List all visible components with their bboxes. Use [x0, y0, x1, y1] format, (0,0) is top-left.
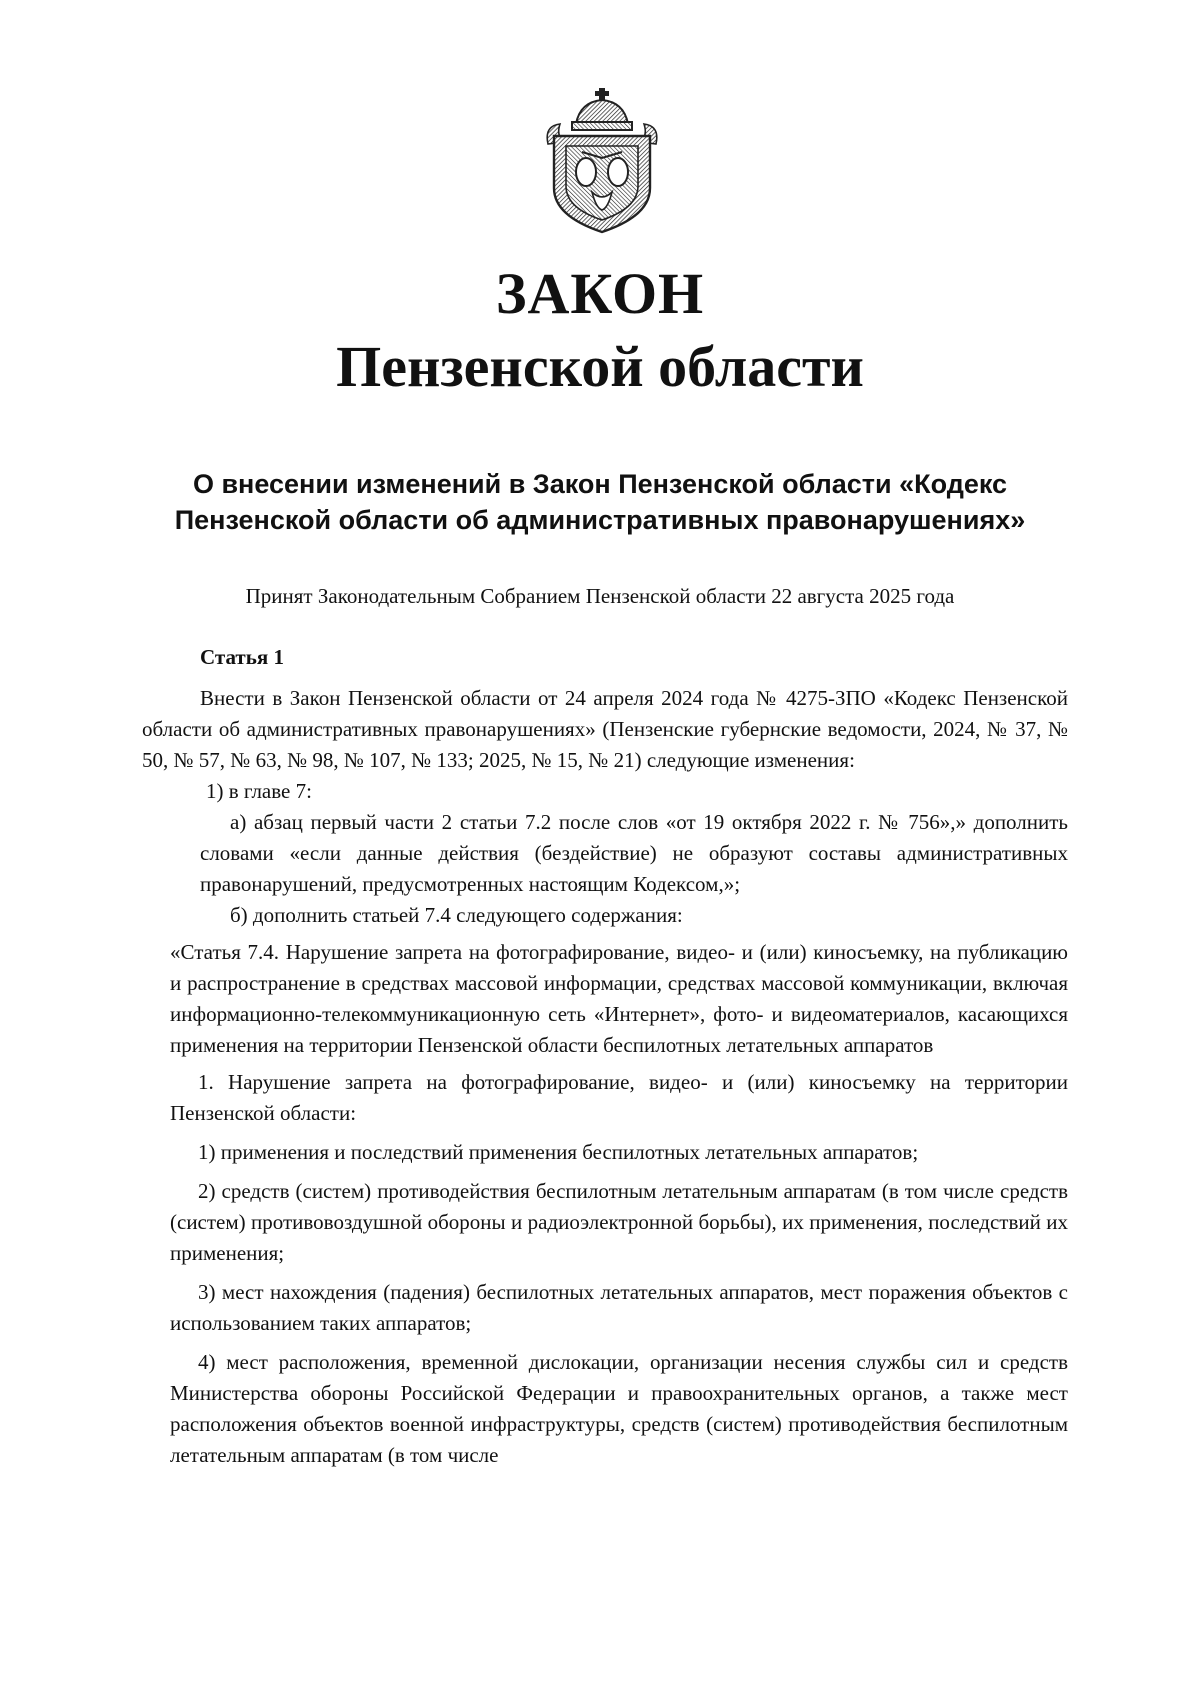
article-subitem-a: а) абзац первый части 2 статьи 7.2 после слов «от 19 октября 2022 г. № 756»,» дополнить словами «если данные действия (бездействие) не образуют составы административных правонарушений, предусмотренных настоящим Кодексом,»; — [200, 810, 1068, 896]
new-article-title: «Статья 7.4. Нарушение запрета на фотографирование, видео- и (или) киносъемку, на публикацию и распространение в средствах массовой информации, средствах массовой коммуникации, включая информационно-телекоммуникационную сеть «Интернет», фото- и видеоматериалов, касающихся применения на территории Пензенской области беспилотных летательных аппаратов — [170, 940, 1068, 1057]
article-intro: Внести в Закон Пензенской области от 24 апреля 2024 года № 4275-ЗПО «Кодекс Пензенской области об административных правонарушениях» (Пензенские губернские ведомости, 2024, № 37, № 50, № 57, № 63, № 98, № 107, № 133; 2025, № 15, № 21) следующие изменения: — [142, 686, 1068, 772]
new-article-point: 3) мест нахождения (падения) беспилотных летательных аппаратов, мест поражения объектов с использованием таких аппаратов; — [170, 1280, 1068, 1335]
new-article-text — [142, 937, 1068, 1471]
law-subject-line-2: Пензенской области об административных правонарушениях» — [174, 505, 1026, 535]
article-item-1: 1) в главе 7: — [206, 779, 312, 803]
new-article-point: 2) средств (систем) противодействия беспилотным летательным аппаратам (в том числе средств (систем) противовоздушной обороны и радиоэлектронной борьбы), их применения, последствий их применения; — [170, 1179, 1068, 1265]
new-article-point: 4) мест расположения, временной дислокации, организации несения службы сил и средств Министерства обороны Российской Федерации и правоохранительных органов, а также мест расположения объектов военной инфраструктуры, средств (систем) противодействия беспилотным летательным аппаратам (в том числе — [170, 1350, 1068, 1467]
penza-region-coat-of-arms-icon — [542, 88, 662, 236]
new-article-point: 1) применения и последствий применения беспилотных летательных аппаратов; — [198, 1140, 919, 1164]
law-title: ЗАКОН — [495, 261, 705, 326]
law-region: Пензенской области — [336, 334, 864, 399]
new-article-part-1: 1. Нарушение запрета на фотографирование, видео- и (или) киносъемку на территории Пензенской области: — [170, 1070, 1068, 1125]
law-subject-line-1: О внесении изменений в Закон Пензенской области «Кодекс — [192, 469, 1008, 499]
law-subject — [100, 466, 1100, 538]
law-body — [142, 642, 1068, 1479]
article-subitem-b: б) дополнить статьей 7.4 следующего содержания: — [230, 903, 683, 927]
adoption-note: Принят Законодательным Собранием Пензенской области 22 августа 2025 года — [245, 584, 955, 608]
article-heading: Статья 1 — [200, 645, 284, 669]
